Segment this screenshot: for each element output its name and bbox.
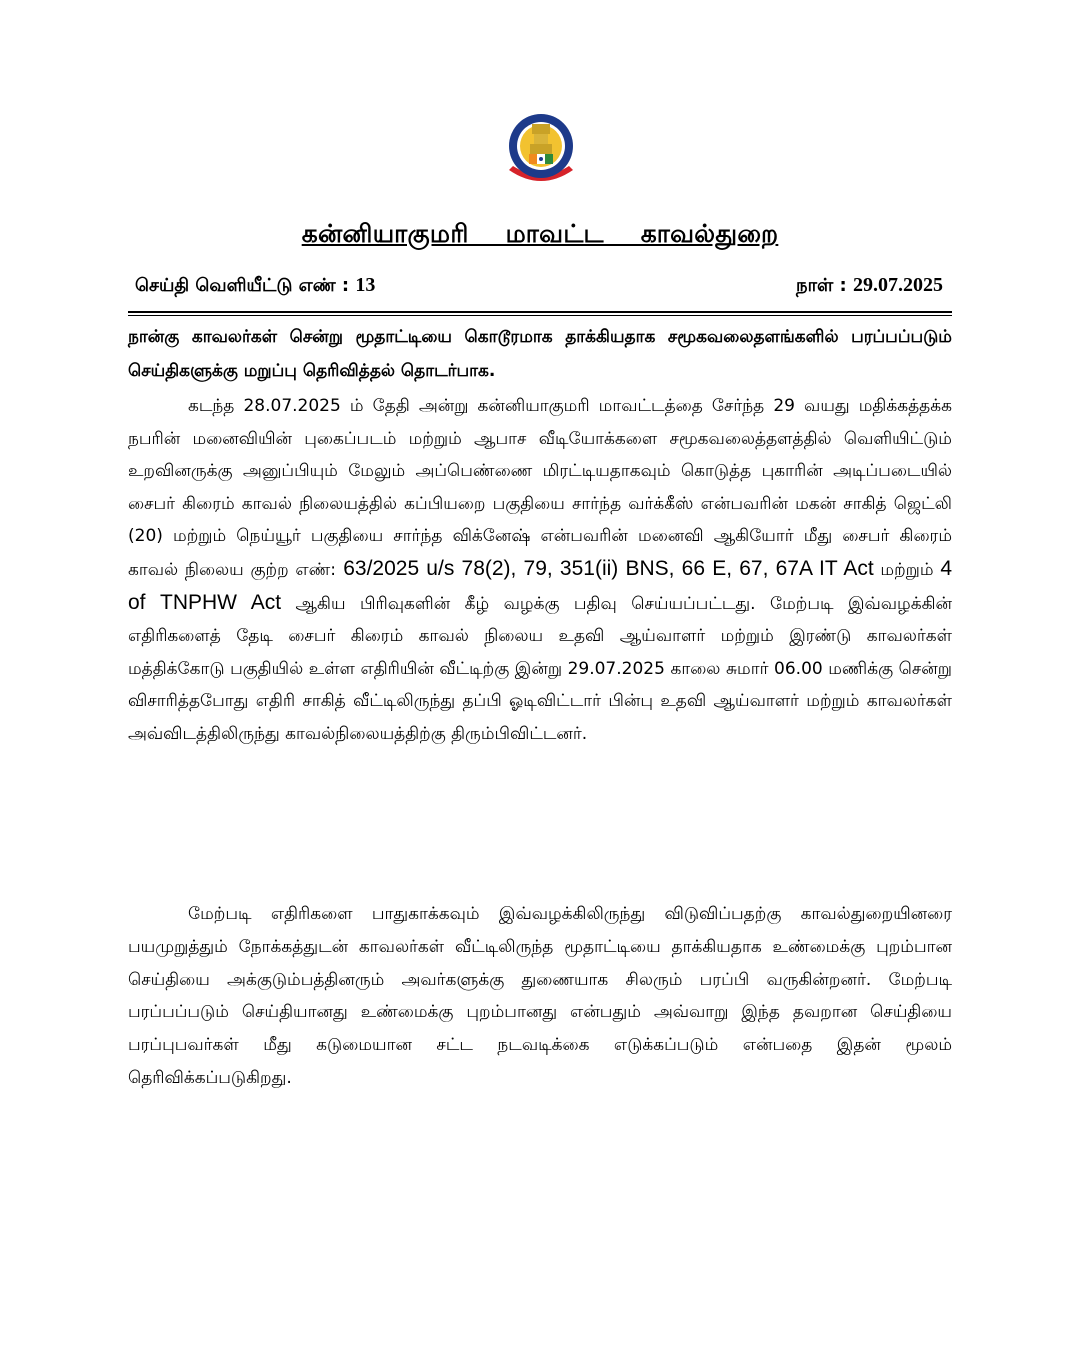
tamilnadu-police-emblem-icon	[503, 110, 579, 192]
act-reference: 4 of TNPHW Act	[128, 556, 952, 614]
date-value: 29.07.2025	[853, 274, 943, 296]
divider	[128, 311, 952, 313]
release-label: செய்தி வெளியீட்டு எண் :	[135, 275, 350, 296]
paragraph-text: மற்றும்	[873, 559, 941, 580]
release-number: 13	[355, 274, 376, 296]
divider	[128, 315, 952, 316]
body-paragraph-2: மேற்படி எதிரிகளை பாதுகாக்கவும் இவ்வழக்கிலிருந்து விடுவிப்பதற்கு காவல்துறையினரை பயமுறுத்தும் நோக்கத்துடன் காவலர்கள் வீட்டிலிருந்த மூதாட்டியை தாக்கியதாக உண்மைக்கு புறம்பான செய்தியை அக்குடும்பத்தினரும் அவர்களுக்கு துணையாக சிலரும் பரப்பி வருகின்றனர். மேற்படி பரப்பப்படும் செய்தியானது உண்மைக்கு புறம்பானது என்பதும் அவ்வாறு இந்த தவறான செய்தியை பரப்புபவர்கள் மீது கடுமையான சட்ட நடவடிக்கை எடுக்கப்படும் என்பதை இதன் மூலம் தெரிவிக்கப்படுகிறது.	[128, 904, 952, 1088]
date-label: நாள் :	[796, 275, 847, 296]
release-number-line	[135, 274, 375, 298]
date-line	[796, 274, 943, 298]
page-title: கன்னியாகுமரி மாவட்ட காவல்துறை	[301, 219, 779, 248]
paragraph-text: ஆகிய பிரிவுகளின் கீழ் வழக்கு பதிவு செய்யப்பட்டது. மேற்படி இவ்வழக்கின் எதிரிகளைத் தேடி சைபர் கிரைம் காவல் நிலைய உதவி ஆய்வாளர் மற்றும் இரண்டு காவலர்கள் மத்திக்கோடு பகுதியில் உள்ள எதிரியின் வீட்டிற்கு இன்று 29.07.2025 காலை சுமார் 06.00 மணிக்கு சென்று விசாரித்தபோது எதிரி சாகித் வீட்டிலிருந்து தப்பி ஓடிவிட்டார் பின்பு உதவி ஆய்வாளர் மற்றும் காவலர்கள் அவ்விடத்திலிருந்து காவல்நிலையத்திற்கு திரும்பிவிட்டனர்.	[128, 593, 952, 744]
paragraph-text: கடந்த 28.07.2025 ம் தேதி அன்று கன்னியாகுமரி மாவட்டத்தை சேர்ந்த 29 வயது மதிக்கத்தக்க நபரின் மனைவியின் புகைப்படம் மற்றும் ஆபாச வீடியோக்களை சமூகவலைத்தளத்தில் வெளியிட்டும் உறவினருக்கு அனுப்பியும் மேலும் அப்பெண்ணை மிரட்டியதாகவும் கொடுத்த புகாரின் அடிப்படையில் சைபர் கிரைம் காவல் நிலையத்தில் கப்பியறை பகுதியை சார்ந்த வர்க்கீஸ் என்பவரின் மகன் சாகித் ஜெட்லி (20) மற்றும் நெய்யூர் பகுதியை சார்ந்த விக்னேஷ் என்பவரின் மனைவி ஆகியோர் மீது சைபர் கிரைம் காவல் நிலைய குற்ற எண்:	[128, 396, 952, 580]
case-reference: 63/2025 u/s 78(2), 79, 351(ii) BNS, 66 E, 67, 67A IT Act	[336, 556, 874, 580]
subject-line: நான்கு காவலர்கள் சென்று மூதாட்டியை கொடூரமாக தாக்கியதாக சமூகவலைதளங்களில் பரப்பப்படும் செய்திகளுக்கு மறுப்பு தெரிவித்தல் தொடர்பாக.	[128, 327, 952, 381]
body-paragraph-1	[128, 390, 952, 751]
